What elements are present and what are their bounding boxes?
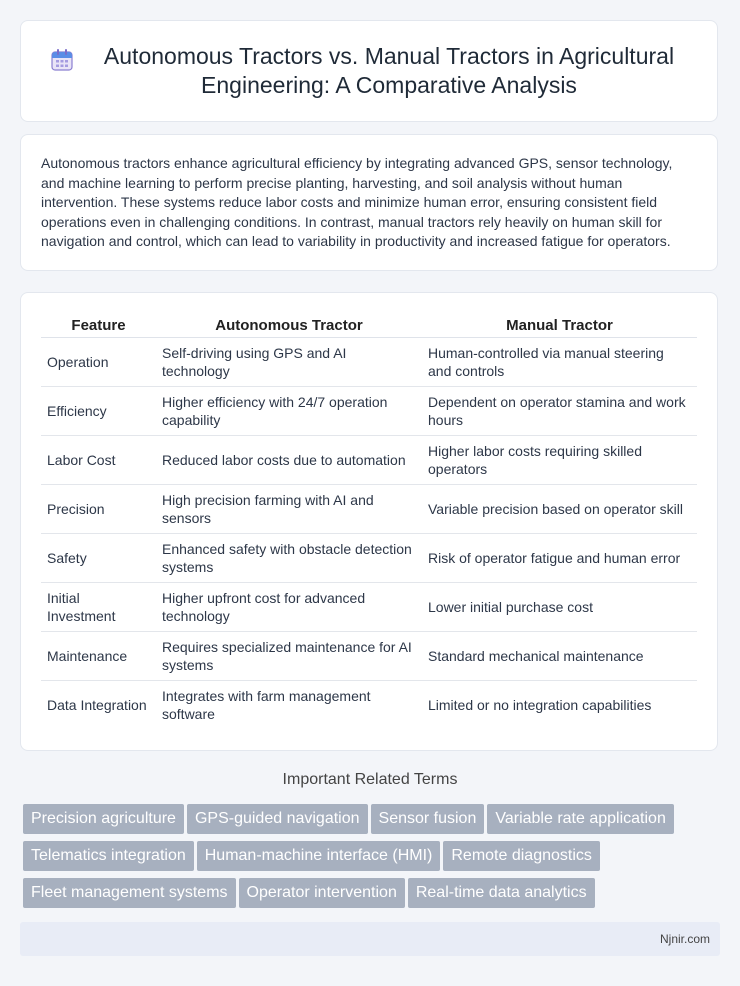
feature-cell: Operation — [41, 338, 156, 387]
autonomous-cell: Self-driving using GPS and AI technology — [156, 338, 422, 387]
related-terms-tags — [23, 804, 723, 915]
title-card — [20, 20, 718, 122]
related-term-tag[interactable]: Real-time data analytics — [408, 878, 595, 908]
footer-site-link[interactable]: Njnir.com — [659, 932, 710, 946]
manual-cell: Human-controlled via manual steering and controls — [422, 338, 697, 387]
autonomous-cell: Higher upfront cost for advanced technology — [156, 583, 422, 632]
autonomous-cell: Higher efficiency with 24/7 operation capability — [156, 387, 422, 436]
comparison-table — [41, 313, 697, 729]
table-row — [41, 387, 697, 436]
intro-card — [20, 134, 718, 271]
header-manual: Manual Tractor — [422, 313, 697, 338]
autonomous-cell: Integrates with farm management software — [162, 688, 371, 722]
related-term-tag[interactable]: Sensor fusion — [371, 804, 485, 834]
table-row — [41, 583, 697, 632]
related-term-tag[interactable]: Precision agriculture — [23, 804, 184, 834]
manual-cell: Risk of operator fatigue and human error — [422, 534, 697, 583]
manual-cell: Standard mechanical maintenance — [422, 632, 697, 681]
autonomous-cell: Requires specialized maintenance for AI systems — [156, 632, 422, 681]
header-feature: Feature — [41, 313, 156, 338]
table-header-row — [41, 313, 697, 338]
related-term-tag[interactable]: GPS-guided navigation — [187, 804, 368, 834]
table-row — [41, 681, 697, 729]
table-row — [41, 485, 697, 534]
related-terms-title: Important Related Terms — [282, 771, 458, 788]
related-term-tag[interactable]: Telematics integration — [23, 841, 194, 871]
calendar-icon — [49, 47, 75, 73]
table-row — [41, 534, 697, 583]
footer — [20, 922, 720, 956]
comparison-table-card — [20, 292, 718, 751]
feature-cell: Initial Investment — [41, 583, 156, 632]
table-row — [41, 436, 697, 485]
manual-cell: Variable precision based on operator skill — [422, 485, 697, 534]
intro-paragraph: Autonomous tractors enhance agricultural efficiency by integrating advanced GPS, sensor technology, and machine learning to perform precise planting, harvesting, and soil analysis without human intervention. These systems reduce labor costs and minimize human error, ensuring consistent field operations even in challenging conditions. In contrast, manual tractors rely heavily on human skill for navigation and control, which can lead to variability in productivity and increased fatigue for operators. — [41, 155, 673, 249]
feature-cell: Maintenance — [41, 632, 156, 681]
related-term-tag[interactable]: Operator intervention — [239, 878, 405, 908]
manual-cell: Lower initial purchase cost — [422, 583, 697, 632]
related-term-tag[interactable]: Fleet management systems — [23, 878, 236, 908]
manual-cell: Limited or no integration capabilities — [428, 697, 652, 713]
autonomous-cell: Reduced labor costs due to automation — [156, 436, 422, 485]
feature-cell: Data Integration — [47, 697, 147, 713]
manual-cell: Higher labor costs requiring skilled operators — [422, 436, 697, 485]
related-term-tag[interactable]: Variable rate application — [487, 804, 673, 834]
feature-cell: Labor Cost — [41, 436, 156, 485]
table-row — [41, 632, 697, 681]
feature-cell: Precision — [41, 485, 156, 534]
feature-cell: Safety — [41, 534, 156, 583]
feature-cell: Efficiency — [41, 387, 156, 436]
autonomous-cell: Enhanced safety with obstacle detection systems — [156, 534, 422, 583]
table-row — [41, 338, 697, 387]
page-title: Autonomous Tractors vs. Manual Tractors in Agricultural Engineering: A Comparative Analysis — [103, 43, 675, 98]
manual-cell: Dependent on operator stamina and work hours — [422, 387, 697, 436]
related-term-tag[interactable]: Remote diagnostics — [443, 841, 600, 871]
autonomous-cell: High precision farming with AI and sensors — [156, 485, 422, 534]
header-autonomous: Autonomous Tractor — [156, 313, 422, 338]
related-term-tag[interactable]: Human-machine interface (HMI) — [197, 841, 441, 871]
